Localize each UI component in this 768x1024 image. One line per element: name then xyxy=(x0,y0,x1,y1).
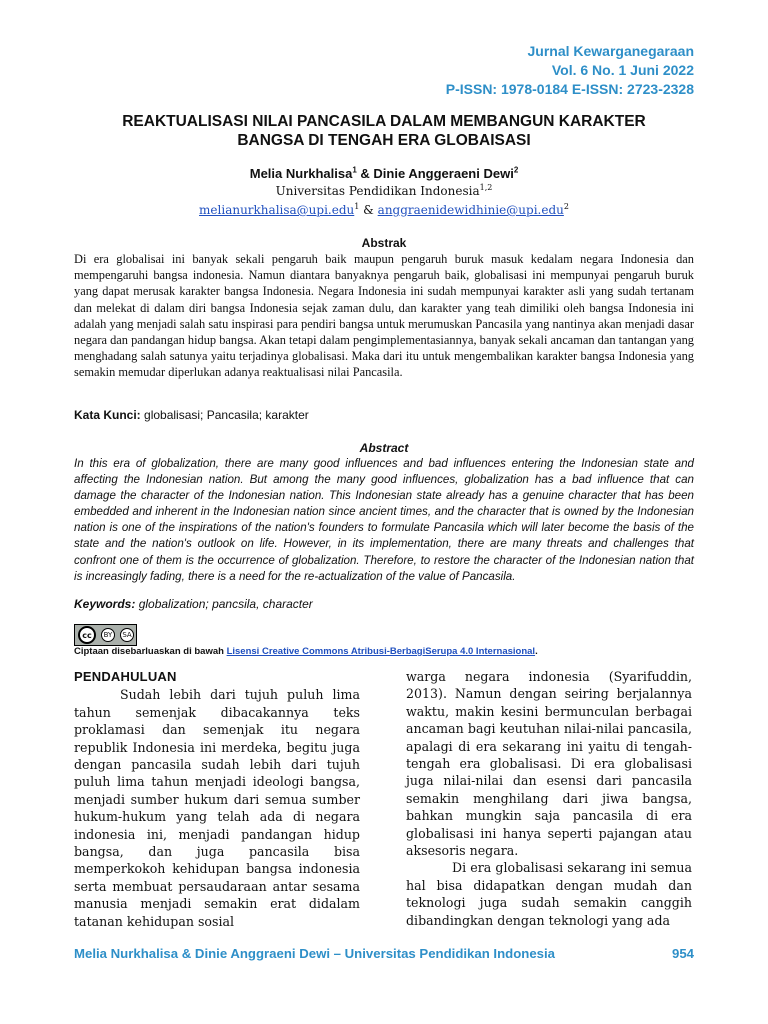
sa-icon: SA xyxy=(120,628,134,642)
author-separator: & xyxy=(356,166,374,181)
title-line-2: BANGSA DI TENGAH ERA GLOBAISASI xyxy=(237,132,531,149)
abstrak-body: Di era globalisai ini banyak sekali pengaruh baik maupun pengaruh buruk masuk kedalam negara Indonesia dan mempengaruhi bangsa indonesia. Namun diantara banyaknya pengaruh baik, globalisasi ini mempunyai pengaruh buruk yang dapat merusak karakter bangsa Indonesia. Negara Indonesia ini sudah mempunyai karakter asli yang sudah tertanam dan melekat di dalam diri bangsa Indonesia sejak zaman dulu, dan karakter yang teah dimiliki oleh bangsa Indonesia ini adalah yang menjadi salah satu inspirasi para pendiri bangsa untuk merumuskan Pancasila yang nantinya akan menjadi dasar negara dan pandangan hidup bangsa. Akan tetapi dalam pengimplementasiannya, banyak sekali ancaman dan tantangan yang menghadang salah satunya yaitu terjadinya globalisasi. Maka dari itu untuk mengembalikan karakter bangsa Indonesia yang semakin memudar diperlukan adanya reaktualisasi nilai Pancasila. xyxy=(74,252,694,380)
intro-paragraph-1-continued: warga negara indonesia (Syarifuddin, 2013). Namun dengan seiring berjalannya waktu, makin kesini bermunculan berbagai ancaman bagi keutuhan nilai-nilai pancasila, apalagi di era sekarang ini yaitu di tengah-tengah era globalisasi. Di era globalisasi juga nilai-nilai dan esensi dari pancasila semakin menghilang dari jiwa bangsa, bahkan mungkin saja pancasila di era globalisasi ini hanya seperti pajangan atau aksesoris negara. xyxy=(406,669,692,859)
journal-issn: P-ISSN: 1978-0184 E-ISSN: 2723-2328 xyxy=(445,81,694,97)
paper-title xyxy=(60,112,708,150)
title-line-1: REAKTUALISASI NILAI PANCASILA DALAM MEMBANGUN KARAKTER xyxy=(122,113,646,130)
keywords-label: Keywords: xyxy=(74,597,136,611)
kata-kunci-label: Kata Kunci: xyxy=(74,408,141,422)
license-notice xyxy=(74,646,538,657)
email-1-sup: 1 xyxy=(354,202,360,211)
footer-text: Melia Nurkhalisa & Dinie Anggraeni Dewi – Universitas Pendidikan Indonesia xyxy=(74,946,555,961)
affiliation-sup: 1,2 xyxy=(479,183,493,192)
page-number: 954 xyxy=(671,946,694,961)
email-separator: & xyxy=(359,203,378,217)
email-link-1[interactable]: melianurkhalisa@upi.edu xyxy=(199,203,355,217)
abstrak-heading: Abstrak xyxy=(361,236,407,250)
author-2: Dinie Anggeraeni Dewi xyxy=(373,166,514,181)
author-line xyxy=(60,166,708,181)
journal-header xyxy=(446,42,694,99)
author-1: Melia Nurkhalisa xyxy=(249,166,353,181)
intro-paragraph-2: Di era globalisasi sekarang ini semua hal bisa didapatkan dengan mudah dan teknologi juga sudah semakin canggih dibandingkan dengan teknologi yang ada xyxy=(406,860,692,928)
kata-kunci-values: globalisasi; Pancasila; karakter xyxy=(140,408,309,422)
cc-license-badge[interactable] xyxy=(74,624,137,646)
author-1-sup: 1 xyxy=(352,165,357,175)
keywords-values: globalization; pancsila, character xyxy=(135,597,313,611)
affiliation-name: Universitas Pendidikan Indonesia xyxy=(275,184,480,198)
author-2-sup: 2 xyxy=(513,165,519,175)
page-footer xyxy=(74,946,694,961)
email-line xyxy=(60,203,708,217)
journal-name: Jurnal Kewarganegaraan xyxy=(527,43,694,59)
affiliation xyxy=(60,184,708,198)
abstract-body: In this era of globalization, there are many good influences and bad influences entering the Indonesian state and affecting the Indonesian nation. But among the many good influences, globalization has a bad influence that can damage the character of the Indonesian nation. This Indonesian state already has a genuine character that has been embedded and inherent in the Indonesian nation since ancient times, and the character that is owned by the Indonesian nation is one of the inspirations of the nation's founders to formulate Pancasila which will later become the basis of the state and the nation's outlook on life. However, in its implementation, there are many threats and challenges that confront one of them is the occurrence of globalization. Therefore, to restore the character of the Indonesian nation that is increasingly fading, there is a need for the re-actualization of the value of Pancasila. xyxy=(74,457,694,583)
cc-icon: cc xyxy=(78,626,96,644)
license-prefix: Ciptaan disebarluaskan di bawah xyxy=(74,646,227,657)
intro-paragraph-1: Sudah lebih dari tujuh puluh lima tahun semenjak dibacakannya teks proklamasi dan semenjak itu negara republik Indonesia ini merdeka, begitu juga dengan pancasila sudah lebih dari tujuh puluh lima tahun menjadi ideologi bangsa, menjadi sumber hukum dari semua sumber hukum-hukum yang telah ada di negara indonesia ini, menjadi pandangan hidup bangsa, dan juga pancasila bisa memperkokoh kehidupan bangsa indonesia serta membuat persaudaraan antar sesama manusia menjadi semakin erat didalam tatanan kehidupan sosial xyxy=(74,687,360,929)
email-2-sup: 2 xyxy=(563,202,569,211)
kata-kunci xyxy=(74,408,694,422)
license-suffix: . xyxy=(535,646,538,657)
abstract-heading: Abstract xyxy=(359,441,409,455)
email-link-2[interactable]: anggraenidewidhinie@upi.edu xyxy=(377,203,564,217)
journal-volume: Vol. 6 No. 1 Juni 2022 xyxy=(551,62,694,78)
by-icon: BY xyxy=(101,628,115,642)
section-heading: PENDAHULUAN xyxy=(74,669,177,684)
column-left xyxy=(74,668,360,930)
license-link[interactable]: Lisensi Creative Commons Atribusi-BerbagiSerupa 4.0 Internasional xyxy=(226,646,536,657)
column-right xyxy=(406,668,692,929)
keywords xyxy=(74,597,694,611)
